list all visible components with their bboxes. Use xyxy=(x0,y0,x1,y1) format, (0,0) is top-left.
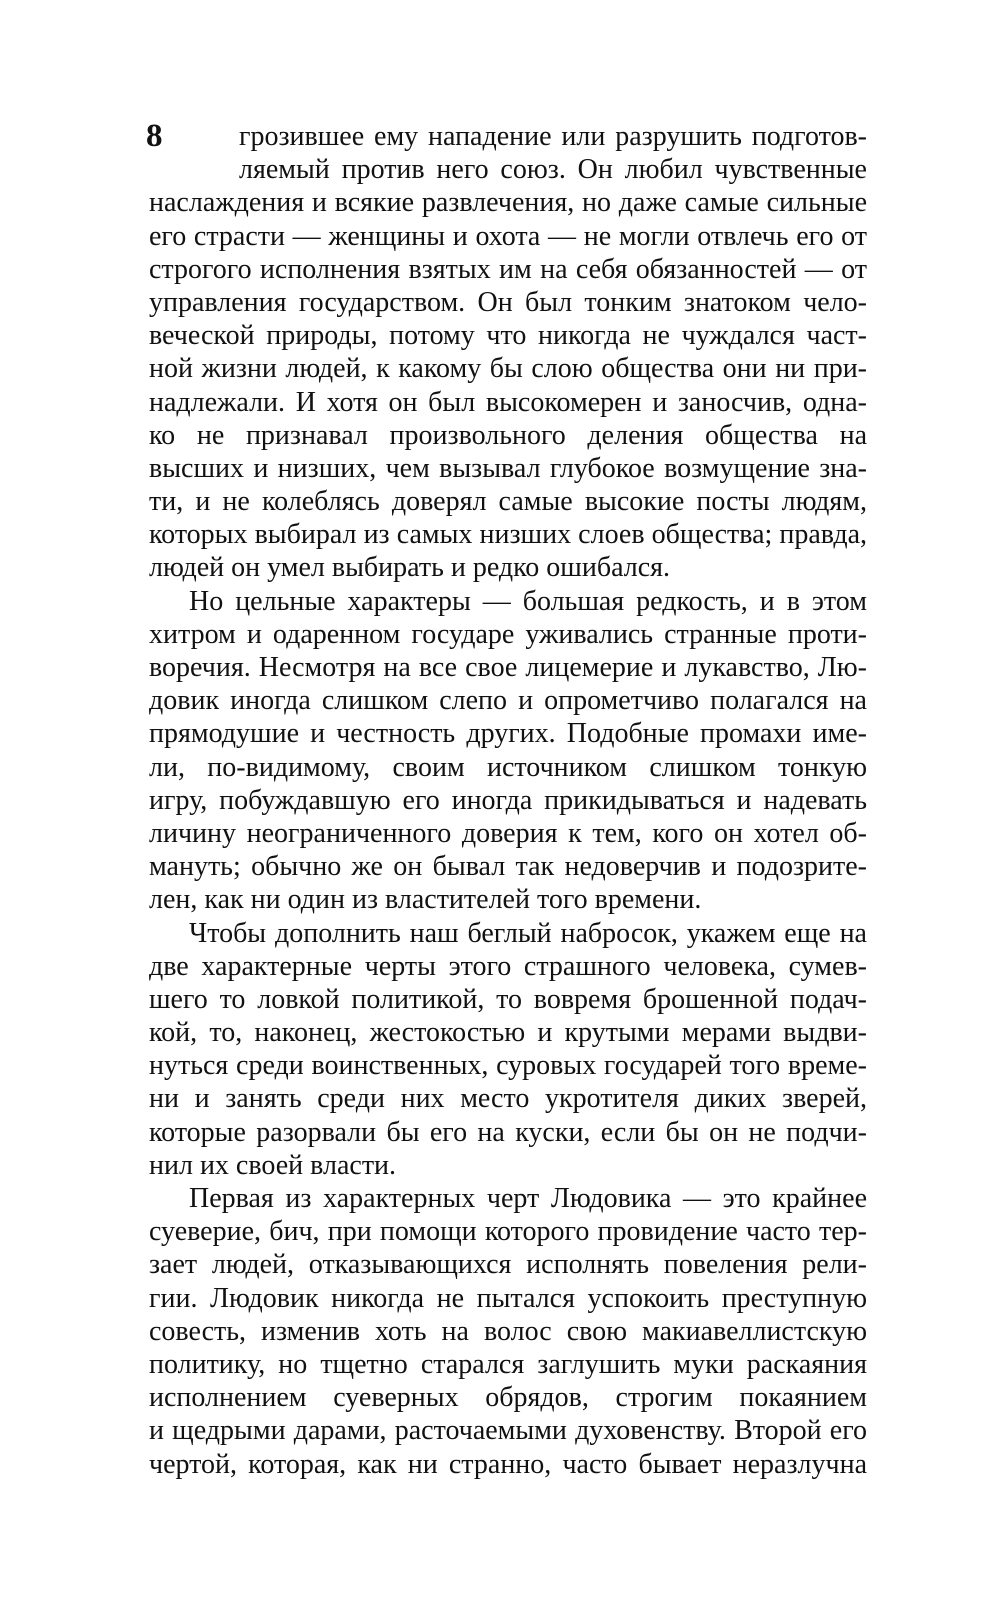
text-line: мануть; обычно же он бывал так недоверчив и подозрите- xyxy=(149,851,867,883)
text-line: политику, но тщетно старался заглушить муки раскаяния xyxy=(149,1348,867,1380)
text-line: лен, как ни один из властителей того времени. xyxy=(149,884,702,916)
text-line: грозившее ему нападение или разрушить подготов- xyxy=(239,121,867,152)
text-line: ляемый против него союз. Он любил чувственные xyxy=(239,154,867,186)
text-line: нуться среди воинственных, суровых государей того време- xyxy=(149,1050,867,1082)
text-line: довик иногда слишком слепо и опрометчиво полагался на xyxy=(149,685,867,717)
text-line: высших и низших, чем вызывал глубокое возмущение зна- xyxy=(149,452,867,484)
text-line: совесть, изменив хоть на волос свою макиавеллистскую xyxy=(149,1315,867,1347)
text-line: людей он умел выбирать и редко ошибался. xyxy=(149,552,671,584)
text-line: которые разорвали бы его на куски, если бы он не подчи- xyxy=(149,1116,867,1148)
text-line: кой, то, наконец, жестокостью и крутыми мерами выдви- xyxy=(149,1017,867,1049)
text-line: ко не признавал произвольного деления общества на xyxy=(149,419,867,451)
text-line: суеверие, бич, при помощи которого провидение часто тер- xyxy=(149,1216,867,1248)
text-line: ни и занять среди них место укротителя диких зверей, xyxy=(149,1083,867,1115)
page-number: 8 xyxy=(146,118,163,154)
text-line: игру, побуждавшую его иногда прикидываться и надевать xyxy=(149,784,867,816)
text-line: воречия. Несмотря на все свое лицемерие и лукавство, Лю- xyxy=(149,652,867,683)
text-line: управления государством. Он был тонким знатоком чело- xyxy=(149,286,867,318)
text-line: две характерные черты этого страшного человека, сумев- xyxy=(149,950,867,982)
text-line: шего то ловкой политикой, то вовремя брошенной подач- xyxy=(149,983,867,1015)
body-text xyxy=(149,120,867,1481)
text-line: строгого исполнения взятых им на себя обязанностей — от xyxy=(149,253,867,285)
text-line: надлежали. И хотя он был высокомерен и заносчив, одна- xyxy=(149,386,867,418)
text-line: наслаждения и всякие развлечения, но даже самые сильные xyxy=(149,187,867,219)
text-line: которых выбирал из самых низших слоев общества; правда, xyxy=(149,519,867,551)
text-line: ти, и не колеблясь доверял самые высокие посты людям, xyxy=(149,486,867,518)
text-line: чертой, которая, как ни странно, часто бывает неразлучна xyxy=(149,1448,867,1480)
text-line: ной жизни людей, к какому бы слою общества они ни при- xyxy=(149,353,867,385)
text-line: Первая из характерных черт Людовика — это крайнее xyxy=(189,1183,867,1214)
text-line: веческой природы, потому что никогда не чуждался част- xyxy=(149,320,867,352)
text-line: гии. Людовик никогда не пытался успокоить преступную xyxy=(149,1282,867,1314)
text-line: исполнением суеверных обрядов, строгим покаянием xyxy=(149,1382,867,1414)
text-line: хитром и одаренном государе уживались странные проти- xyxy=(149,618,867,650)
text-line: нил их своей власти. xyxy=(149,1149,397,1181)
text-line: зает людей, отказывающихся исполнять повеления рели- xyxy=(149,1249,867,1281)
text-line: личину неограниченного доверия к тем, кого он хотел об- xyxy=(149,817,867,849)
text-line: его страсти — женщины и охота — не могли отвлечь его от xyxy=(149,220,867,252)
text-line: и щедрыми дарами, расточаемыми духовенству. Второй его xyxy=(149,1415,867,1447)
text-line: прямодушие и честность других. Подобные промахи име- xyxy=(149,718,867,750)
text-line: Но цельные характеры — большая редкость, и в этом xyxy=(189,585,867,617)
text-line: ли, по-видимому, своим источником слишком тонкую xyxy=(149,751,867,783)
text-line: Чтобы дополнить наш беглый набросок, укажем еще на xyxy=(189,917,867,949)
